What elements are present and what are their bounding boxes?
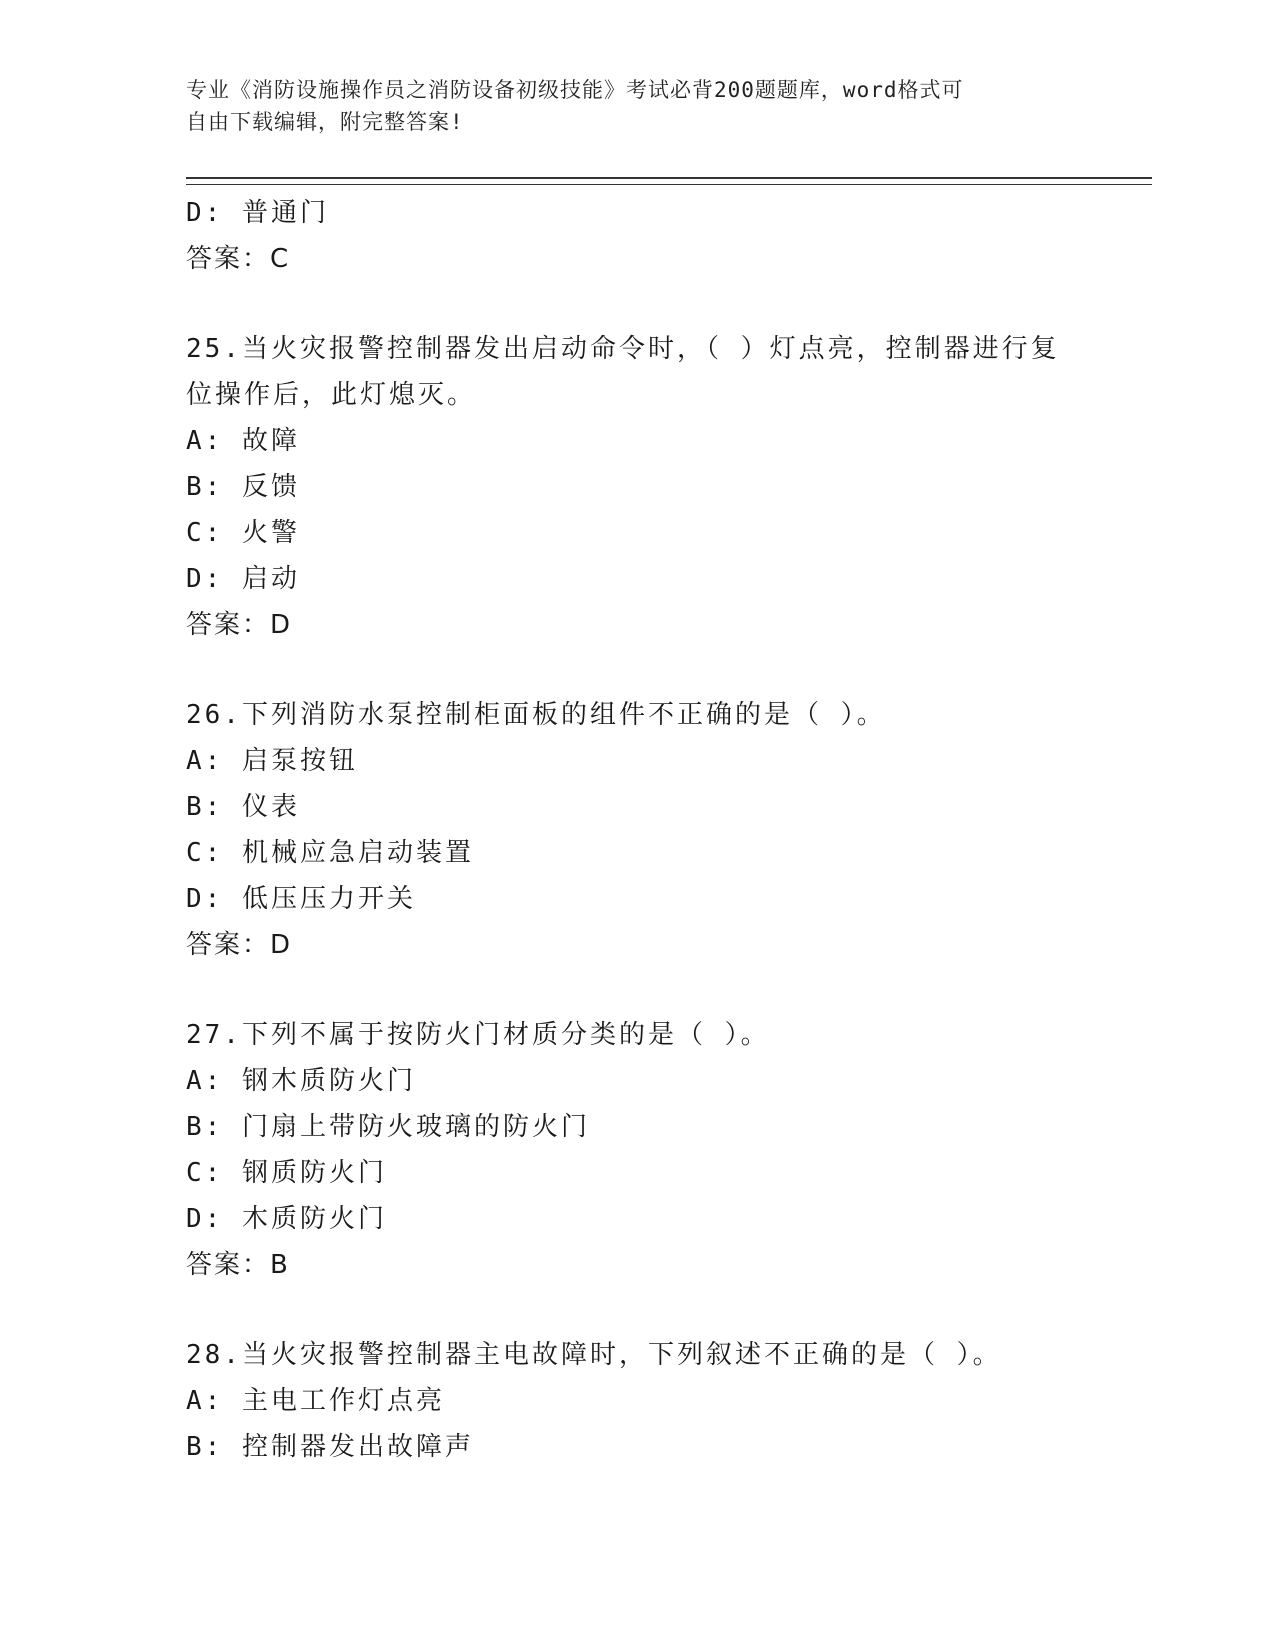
question-text: 27.下列不属于按防火门材质分类的是（ ）。 — [186, 1020, 770, 1050]
question-text: 28.当火灾报警控制器主电故障时，下列叙述不正确的是（ ）。 — [186, 1340, 1002, 1370]
question-26 — [186, 692, 1086, 968]
header-divider — [186, 177, 1152, 185]
question-text-line-1: 25.当火灾报警控制器发出启动命令时，（ ）灯点亮，控制器进行复 — [186, 334, 1060, 364]
document-header — [186, 74, 1066, 138]
answer-line: 答案：B — [186, 1250, 290, 1280]
option-d: D: 启动 — [186, 564, 300, 594]
question-list — [186, 190, 1086, 1470]
question-25 — [186, 326, 1086, 648]
option-a: A: 主电工作灯点亮 — [186, 1386, 445, 1416]
option-a: A: 故障 — [186, 426, 300, 456]
option-c: C: 火警 — [186, 518, 300, 548]
option-b: B: 控制器发出故障声 — [186, 1432, 474, 1462]
option-d: D: 低压压力开关 — [186, 884, 416, 914]
option-a: A: 钢木质防火门 — [186, 1066, 416, 1096]
previous-question-tail — [186, 190, 1086, 282]
option-b: B: 反馈 — [186, 472, 300, 502]
option-c: C: 机械应急启动装置 — [186, 838, 474, 868]
option-c: C: 钢质防火门 — [186, 1158, 387, 1188]
question-28 — [186, 1332, 1086, 1470]
question-27 — [186, 1012, 1086, 1288]
answer-line: 答案：D — [186, 930, 293, 960]
answer-line: 答案：D — [186, 610, 293, 640]
question-text: 26.下列消防水泵控制柜面板的组件不正确的是（ ）。 — [186, 700, 886, 730]
header-line-1: 专业《消防设施操作员之消防设备初级技能》考试必背200题题库，word格式可 — [186, 78, 964, 102]
question-text — [186, 326, 1086, 418]
option-b: B: 门扇上带防火玻璃的防火门 — [186, 1112, 590, 1142]
option-a: A: 启泵按钮 — [186, 746, 358, 776]
option-d: D: 木质防火门 — [186, 1204, 387, 1234]
header-line-2: 自由下载编辑，附完整答案! — [186, 110, 464, 134]
option-d: D: 普通门 — [186, 198, 329, 228]
option-b: B: 仪表 — [186, 792, 300, 822]
question-text-line-2: 位操作后，此灯熄灭。 — [186, 380, 477, 410]
answer-line: 答案：C — [186, 244, 291, 274]
